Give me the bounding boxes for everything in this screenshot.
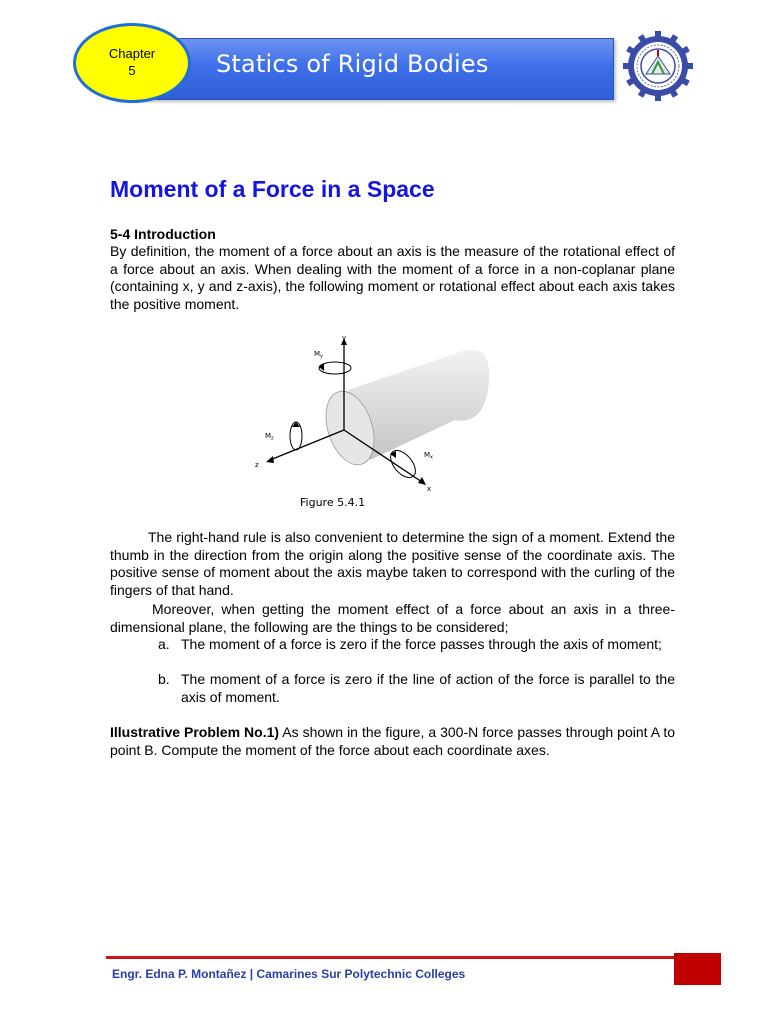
- mz-label: $M_z$: [265, 432, 274, 442]
- header-title: Statics of Rigid Bodies: [216, 50, 489, 78]
- mx-label: $M_x$: [424, 451, 434, 461]
- my-label: $M_y$: [314, 350, 324, 360]
- z-axis-label: z: [255, 461, 259, 469]
- list-item-a-text: The moment of a force is zero if the force passes through the axis of moment;: [181, 636, 662, 652]
- footer-red-box: [674, 953, 721, 985]
- x-axis-label: x: [427, 485, 432, 493]
- figure-caption: Figure 5.4.1: [300, 496, 366, 509]
- x-axis-arrow: [418, 477, 426, 485]
- z-axis-arrow: [266, 456, 274, 463]
- list-item-a-marker: a.: [158, 636, 170, 652]
- footer-credit: Engr. Edna P. Montañez | Camarines Sur Polytechnic Colleges: [112, 967, 466, 981]
- list-item-b-text: The moment of a force is zero if the line of action of the force is parallel to the axis of moment.: [181, 671, 675, 705]
- footer-rule: [106, 956, 680, 959]
- intro-paragraph: By definition, the moment of a force about an axis is the measure of the rotational effect of a force about an axis. When dealing with the moment of a force in a non-coplanar plane (containing x, y and z-axis), the following moment or rotational effect about each axis takes the positive moment.: [110, 243, 675, 312]
- right-hand-rule-paragraph: The right-hand rule is also convenient to determine the sign of a moment. Extend the thumb in the direction from the origin along the positive sense of the coordinate axis. The positive sense of moment about the axis maybe taken to correspond with the curling of the fingers of that hand.: [110, 529, 675, 598]
- chapter-badge: [73, 23, 191, 103]
- illustrative-problem: [110, 724, 675, 759]
- moment-axes-figure: [250, 330, 495, 500]
- mz-arrowhead: [292, 422, 300, 427]
- moreover-paragraph: Moreover, when getting the moment effect of a force about an axis in a three-dimensional plane, the following are the things to be considered;: [110, 601, 675, 635]
- chapter-word: Chapter: [108, 46, 156, 61]
- chapter-number: 5: [128, 63, 136, 78]
- list-item-b-marker: b.: [158, 671, 170, 687]
- problem-label: Illustrative Problem No.1): [110, 724, 280, 740]
- problem-text: As shown in the figure, a 300-N force passes through point A to point B. Compute the moment of the force about each coordinate axes.: [110, 724, 676, 758]
- page-title: Moment of a Force in a Space: [110, 176, 435, 202]
- section-heading: 5-4 Introduction: [110, 226, 216, 242]
- college-seal-icon: [622, 30, 694, 102]
- y-axis-label: y: [342, 334, 347, 342]
